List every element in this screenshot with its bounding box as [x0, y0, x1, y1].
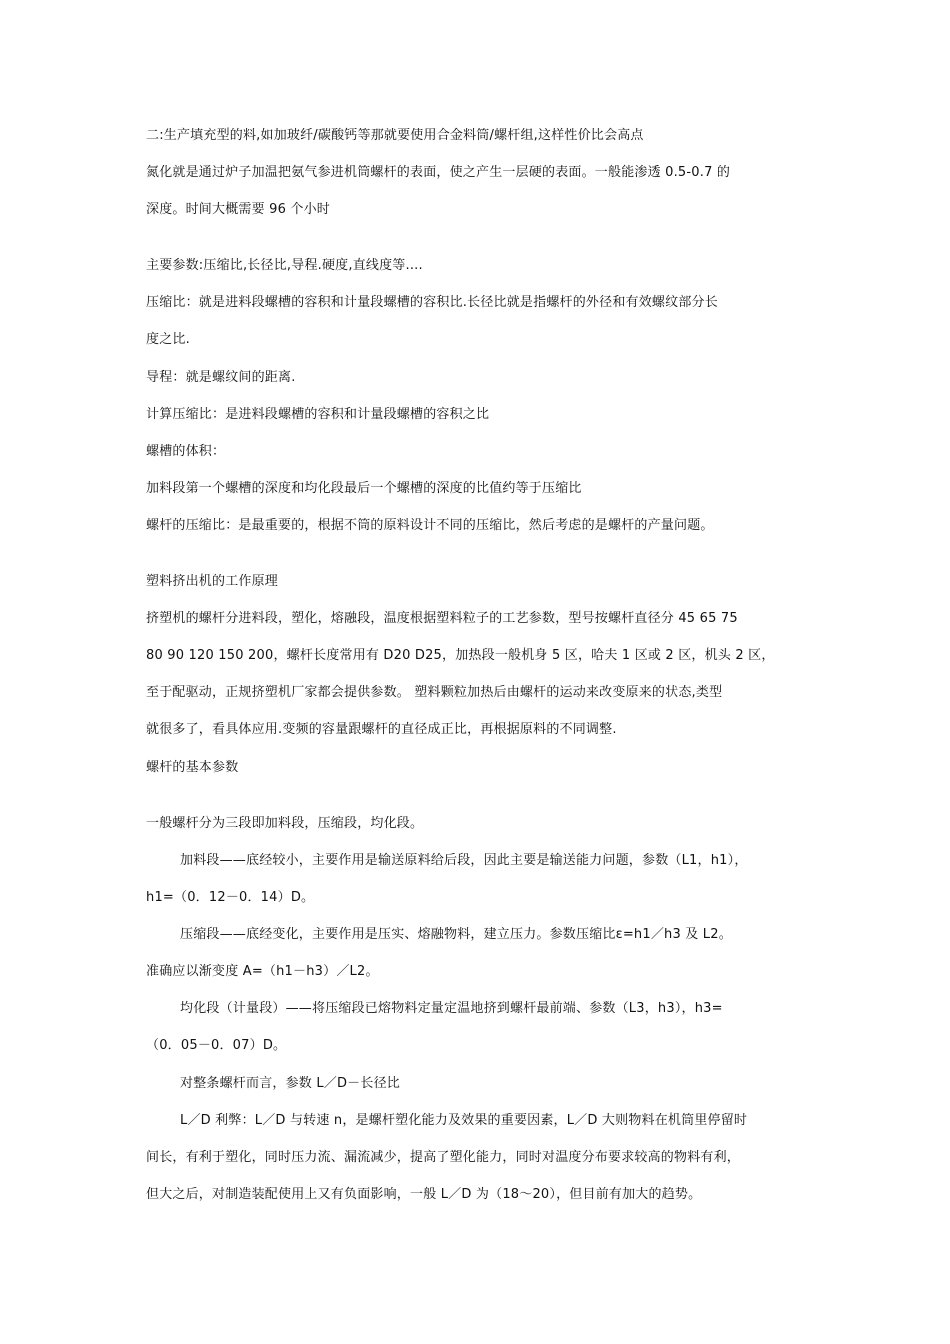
text-line: h1=（0．12－0．14）D。 — [146, 890, 315, 905]
text-line: 均化段（计量段）——将压缩段已熔物料定量定温地挤到螺杆最前端、参数（L3，h3），h3= — [180, 1001, 723, 1016]
text-line: （0．05－0．07）D。 — [146, 1038, 287, 1053]
text-line: 螺槽的体积： — [146, 444, 226, 459]
text-line: 加料段第一个螺槽的深度和均化段最后一个螺槽的深度的比值约等于压缩比 — [146, 481, 582, 496]
text-line: 氮化就是通过炉子加温把氨气参进机筒螺杆的表面，使之产生一层硬的表面。一般能渗透 0.5-0.7 的 — [146, 165, 731, 180]
text-line: 加料段——底经较小，主要作用是输送原料给后段，因此主要是输送能力问题，参数（L1，h1）， — [180, 853, 748, 868]
text-line: 压缩段——底经变化，主要作用是压实、熔融物料，建立压力。参数压缩比ε=h1／h3 及 L2。 — [180, 927, 732, 942]
text-line: 至于配驱动，正规挤塑机厂家都会提供参数。 塑料颗粒加热后由螺杆的运动来改变原来的状态,类型 — [146, 685, 723, 700]
text-line: 就很多了，看具体应用.变频的容量跟螺杆的直径成正比，再根据原料的不同调整. — [146, 722, 617, 737]
text-line: 准确应以渐变度 A=（h1－h3）／L2。 — [146, 964, 379, 979]
text-line: 计算压缩比：是进料段螺槽的容积和计量段螺槽的容积之比 — [146, 407, 490, 422]
text-line: 二:生产填充型的料,如加玻纤/碳酸钙等那就要使用合金料筒/螺杆组,这样性价比会高点 — [146, 128, 644, 143]
text-line: 螺杆的压缩比：是最重要的，根据不筒的原料设计不同的压缩比，然后考虑的是螺杆的产量问题。 — [146, 518, 714, 533]
section-heading: 螺杆的基本参数 — [146, 760, 239, 775]
text-line: 一般螺杆分为三段即加料段，压缩段，均化段。 — [146, 816, 424, 831]
text-line: 深度。时间大概需要 96 个小时 — [146, 202, 331, 217]
text-line: 度之比. — [146, 332, 190, 347]
text-line: 对整条螺杆而言，参数 L／D－长径比 — [180, 1076, 400, 1091]
text-line: 挤塑机的螺杆分进料段，塑化，熔融段，温度根据塑料粒子的工艺参数，型号按螺杆直径分 45 65 75 — [146, 611, 738, 626]
section-heading: 塑料挤出机的工作原理 — [146, 574, 279, 589]
text-line: 但大之后，对制造装配使用上又有负面影响，一般 L／D 为（18～20），但目前有加大的趋势。 — [146, 1187, 702, 1202]
text-line: 主要参数:压缩比,长径比,导程.硬度,直线度等.... — [146, 258, 423, 273]
text-line: 间长，有利于塑化，同时压力流、漏流减少，提高了塑化能力，同时对温度分布要求较高的物料有利， — [146, 1150, 741, 1165]
text-line: L／D 利弊：L／D 与转速 n，是螺杆塑化能力及效果的重要因素，L／D 大则物料在机筒里停留时 — [180, 1113, 748, 1128]
text-line: 压缩比：就是进料段螺槽的容积和计量段螺槽的容积比.长径比就是指螺杆的外径和有效螺纹部分长 — [146, 295, 718, 310]
text-line: 导程：就是螺纹间的距离. — [146, 370, 296, 385]
text-line: 80 90 120 150 200，螺杆长度常用有 D20 D25，加热段一般机身 5 区，哈夫 1 区或 2 区，机头 2 区， — [146, 648, 775, 663]
